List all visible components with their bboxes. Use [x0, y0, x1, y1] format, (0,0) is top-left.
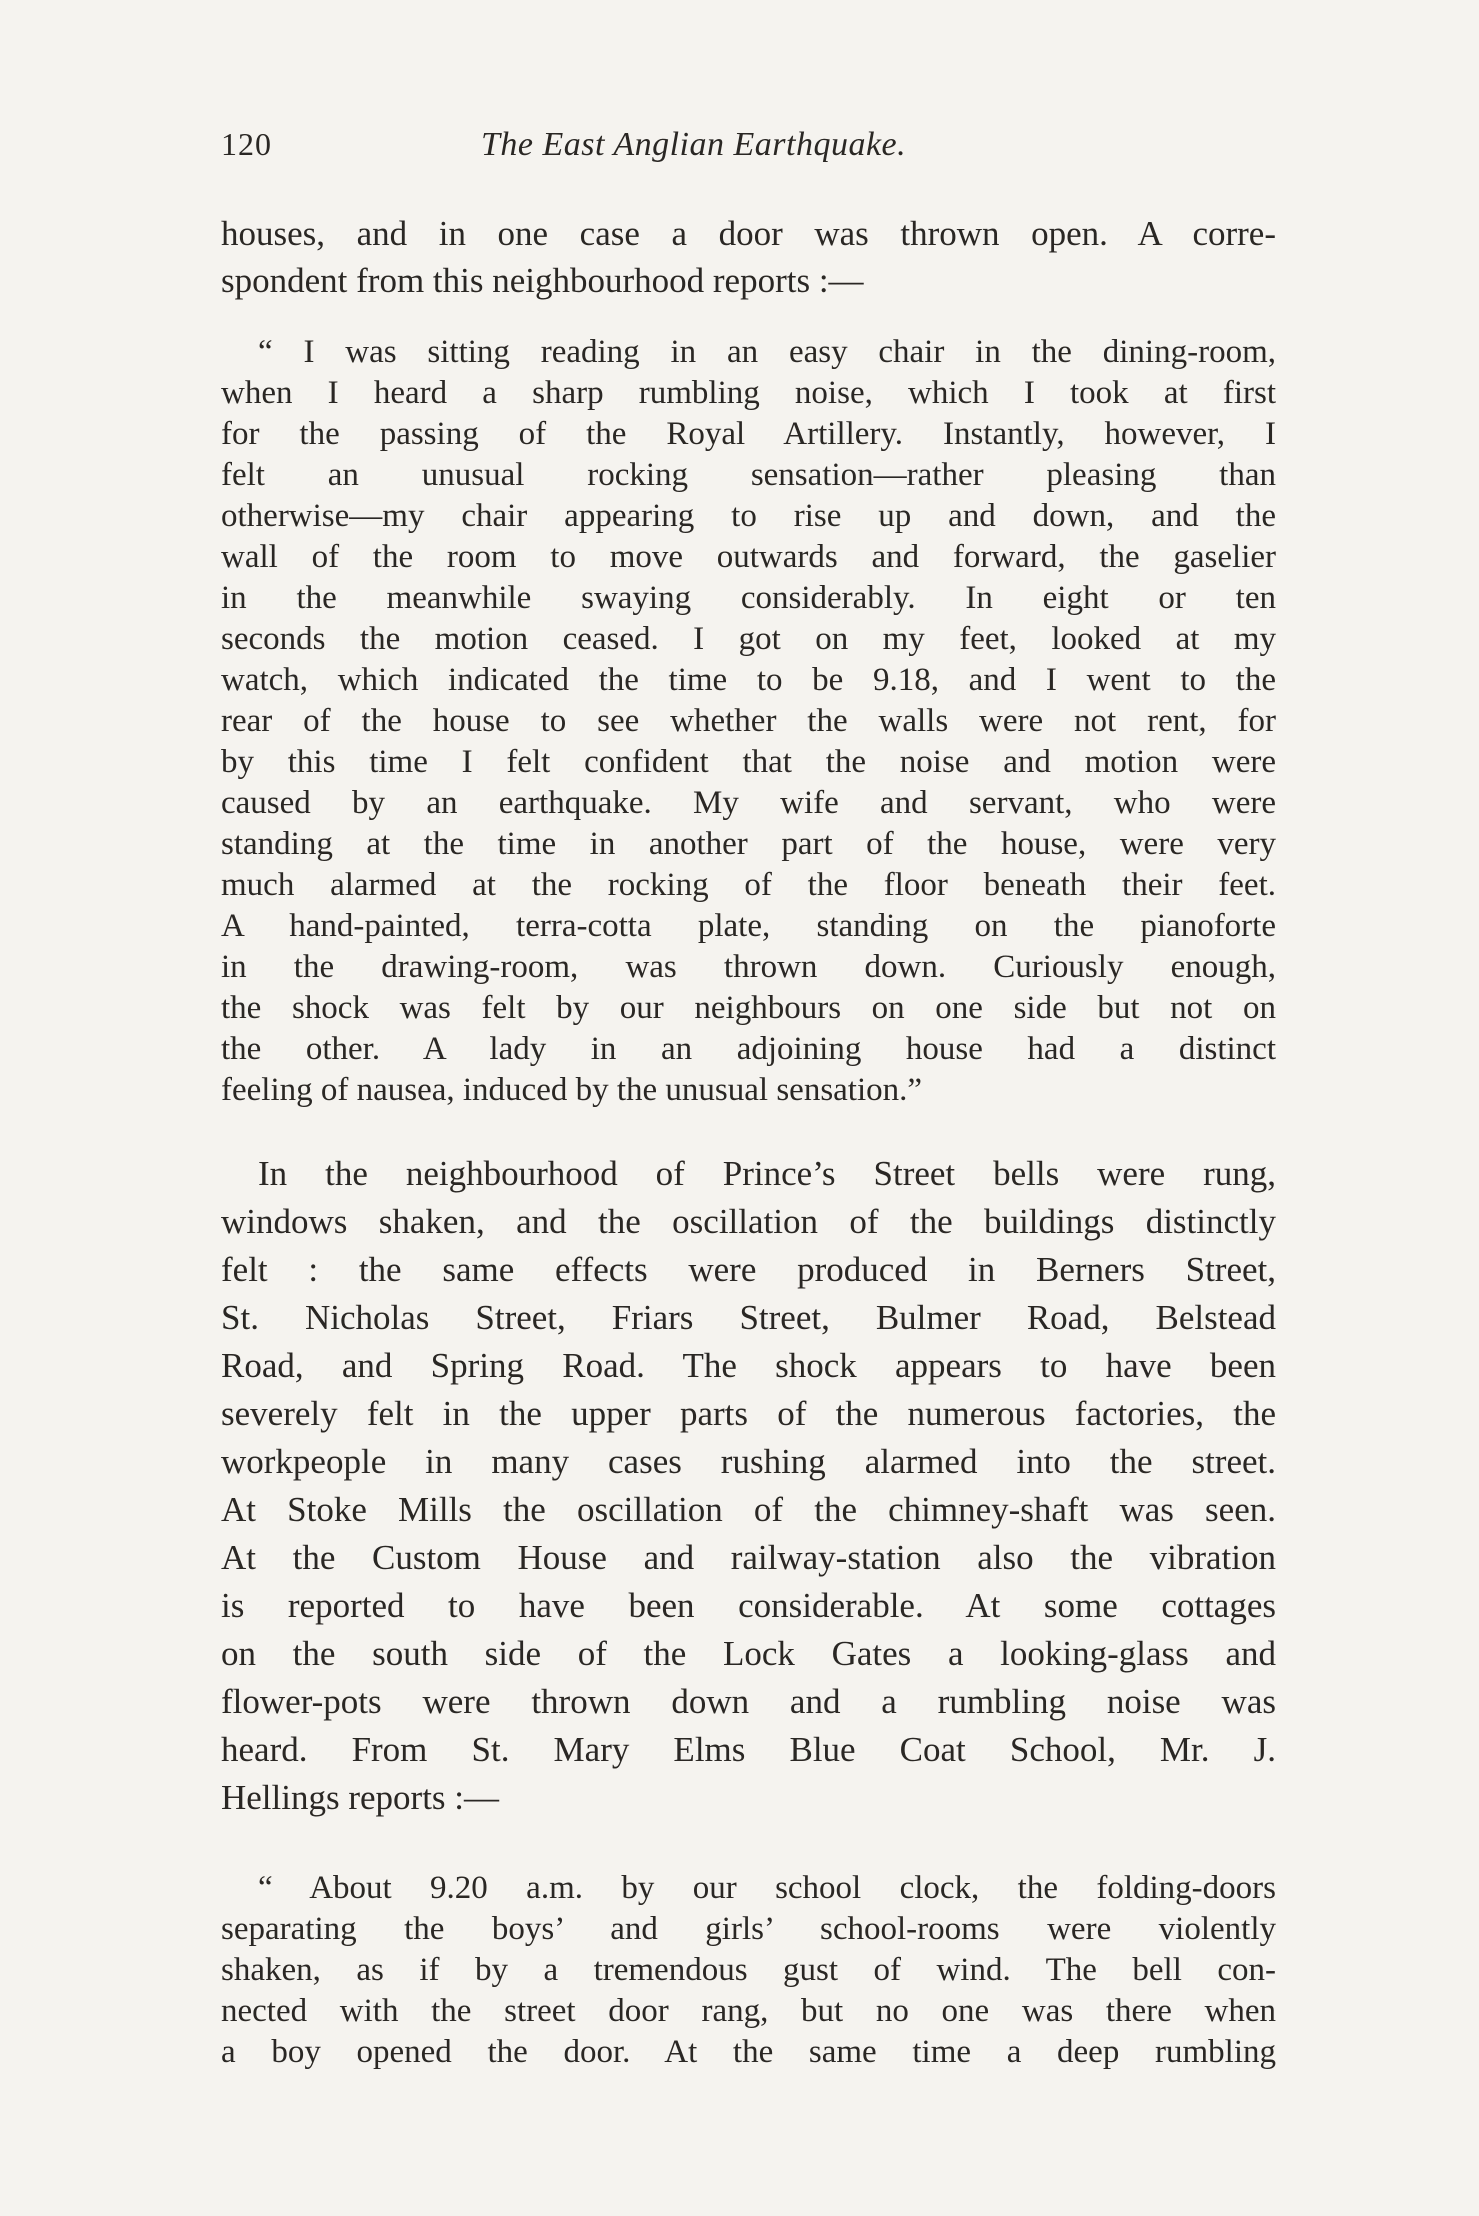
running-title: The East Anglian Earthquake.: [481, 126, 907, 163]
body-text-line: St. Nicholas Street, Friars Street, Bulmer Road, Belstead: [221, 1298, 1276, 1337]
quote-text-line: much alarmed at the rocking of the floor beneath their feet.: [221, 867, 1276, 903]
quote-text-line: by this time I felt confident that the noise and motion were: [221, 744, 1276, 780]
quote-text-line: A hand-painted, terra-cotta plate, standing on the pianoforte: [221, 908, 1276, 944]
quote-text-line: in the meanwhile swaying considerably. In eight or ten: [221, 580, 1276, 616]
body-text-line: houses, and in one case a door was thrown open. A corre-: [221, 214, 1276, 253]
body-text-line: flower-pots were thrown down and a rumbling noise was: [221, 1682, 1276, 1721]
body-text-line: At the Custom House and railway-station also the vibration: [221, 1538, 1276, 1577]
body-text-line: spondent from this neighbourhood reports :—: [221, 261, 864, 300]
quote-text-line: for the passing of the Royal Artillery. Instantly, however, I: [221, 416, 1276, 452]
quote-text-line: “ I was sitting reading in an easy chair in the dining-room,: [258, 334, 1276, 370]
quote-text-line: wall of the room to move outwards and forward, the gaselier: [221, 539, 1276, 575]
quote-text-line: the other. A lady in an adjoining house had a distinct: [221, 1031, 1276, 1067]
quote-text-line: a boy opened the door. At the same time a deep rumbling: [221, 2034, 1276, 2070]
page-header: [221, 126, 1276, 176]
quote-text-line: shaken, as if by a tremendous gust of wind. The bell con-: [221, 1952, 1276, 1988]
quote-text-line: the shock was felt by our neighbours on one side but not on: [221, 990, 1276, 1026]
quote-text-line: in the drawing-room, was thrown down. Curiously enough,: [221, 949, 1276, 985]
body-text-line: severely felt in the upper parts of the numerous factories, the: [221, 1394, 1276, 1433]
body-text-line: At Stoke Mills the oscillation of the chimney-shaft was seen.: [221, 1490, 1276, 1529]
body-text-line: felt : the same effects were produced in Berners Street,: [221, 1250, 1276, 1289]
quote-text-line: caused by an earthquake. My wife and servant, who were: [221, 785, 1276, 821]
body-text-line: windows shaken, and the oscillation of the buildings distinctly: [221, 1202, 1276, 1241]
body-text-line: heard. From St. Mary Elms Blue Coat School, Mr. J.: [221, 1730, 1276, 1769]
quote-text-line: feeling of nausea, induced by the unusual sensation.”: [221, 1072, 923, 1108]
body-text-line: Hellings reports :—: [221, 1778, 500, 1817]
quote-text-line: when I heard a sharp rumbling noise, which I took at first: [221, 375, 1276, 411]
quote-text-line: rear of the house to see whether the walls were not rent, for: [221, 703, 1276, 739]
quote-text-line: felt an unusual rocking sensation—rather pleasing than: [221, 457, 1276, 493]
body-text-line: In the neighbourhood of Prince’s Street bells were rung,: [258, 1154, 1276, 1193]
quote-text-line: “ About 9.20 a.m. by our school clock, the folding-doors: [258, 1870, 1276, 1906]
body-text-line: workpeople in many cases rushing alarmed into the street.: [221, 1442, 1276, 1481]
body-text-line: is reported to have been considerable. At some cottages: [221, 1586, 1276, 1625]
quote-text-line: nected with the street door rang, but no one was there when: [221, 1993, 1276, 2029]
body-text-line: Road, and Spring Road. The shock appears to have been: [221, 1346, 1276, 1385]
quote-text-line: seconds the motion ceased. I got on my feet, looked at my: [221, 621, 1276, 657]
body-text-line: on the south side of the Lock Gates a looking-glass and: [221, 1634, 1276, 1673]
quote-text-line: otherwise—my chair appearing to rise up and down, and the: [221, 498, 1276, 534]
quote-text-line: separating the boys’ and girls’ school-rooms were violently: [221, 1911, 1276, 1947]
quote-text-line: watch, which indicated the time to be 9.18, and I went to the: [221, 662, 1276, 698]
page-number: 120: [221, 126, 272, 162]
quote-text-line: standing at the time in another part of the house, were very: [221, 826, 1276, 862]
